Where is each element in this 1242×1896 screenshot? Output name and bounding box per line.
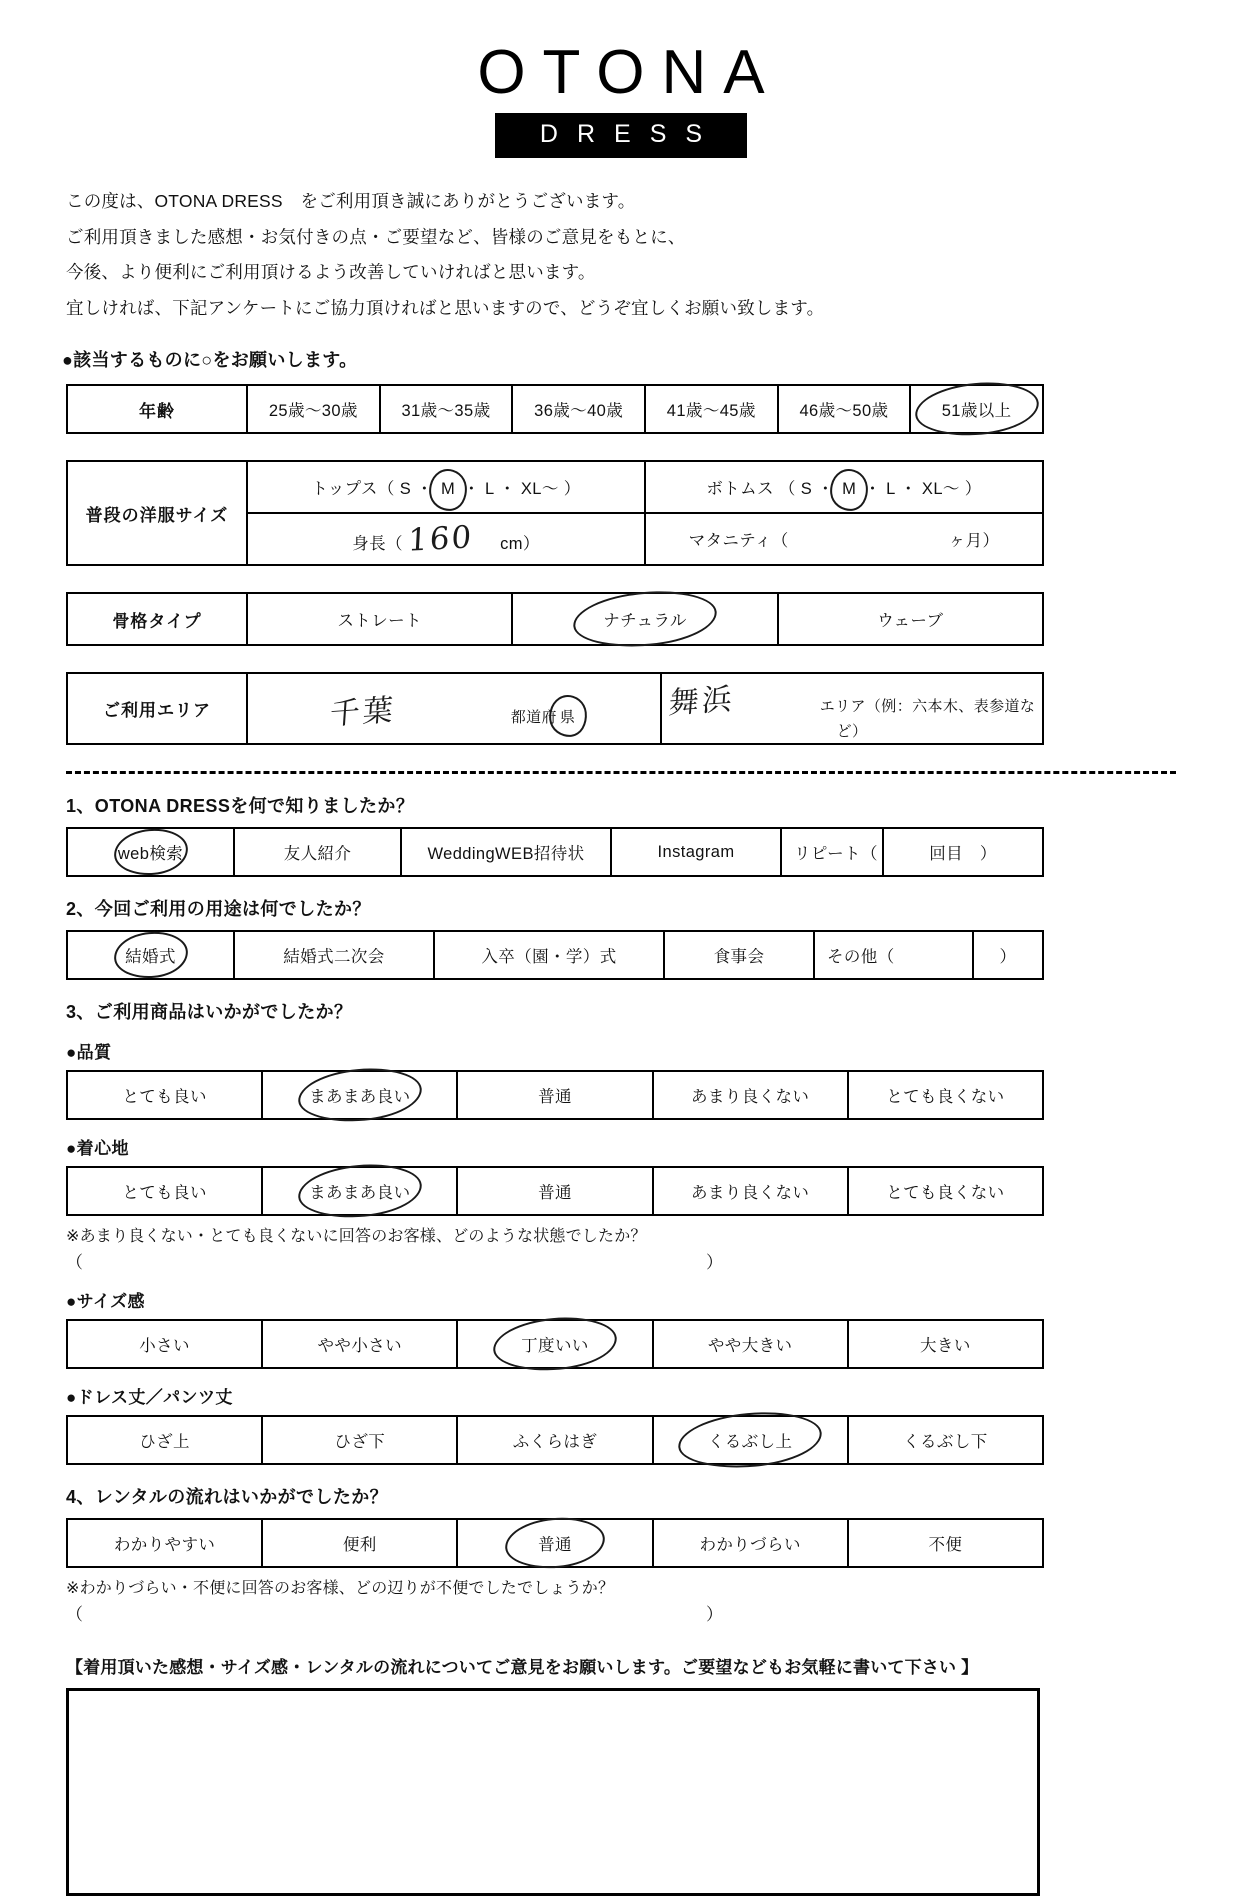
q4-open-left: （: [66, 1605, 83, 1625]
logo-otona-text: OTONA: [477, 38, 782, 107]
area-hint: エリア（例：六本木、表参道など）: [819, 698, 1036, 741]
comfort-option-very-bad[interactable]: とても良くない: [848, 1167, 1043, 1215]
maternity-prefix: マタニティ（: [688, 532, 789, 551]
comfort-option-normal[interactable]: 普通: [457, 1167, 652, 1215]
bottoms-suffix: ・ L ・ XL〜 ）: [864, 480, 982, 499]
comfort-option-fairly-good[interactable]: まあまあ良い: [262, 1167, 457, 1215]
bone-type-table: [66, 592, 1044, 646]
intro-paragraph: [66, 184, 1242, 326]
table-row: [67, 828, 1043, 876]
age-option-31-35[interactable]: 31歳〜35歳: [380, 385, 513, 433]
prefecture-cell[interactable]: [247, 673, 661, 744]
q4-title: 4、レンタルの流れはいかがでしたか？: [66, 1487, 389, 1508]
bottoms-selected-m[interactable]: M: [839, 480, 859, 499]
table-row: [67, 1167, 1043, 1215]
intro-line-2: ご利用頂きました感想・お気付きの点・ご要望など、皆様のご意見をもとに、: [66, 226, 686, 247]
q1-option-friend[interactable]: 友人紹介: [234, 828, 401, 876]
quality-option-very-bad[interactable]: とても良くない: [848, 1071, 1043, 1119]
comfort-option-very-good[interactable]: とても良い: [67, 1167, 262, 1215]
age-option-51-plus[interactable]: 51歳以上: [910, 385, 1043, 433]
height-suffix: cm）: [500, 535, 540, 554]
length-option-below-ankle[interactable]: くるぶし下: [848, 1416, 1043, 1464]
q4-note: ※わかりづらい・不便に回答のお客様、どの辺りが不便でしたでしょうか？: [66, 1580, 615, 1598]
bone-option-wave[interactable]: ウェーブ: [778, 593, 1043, 645]
section-divider: [66, 771, 1176, 774]
q2-option-other[interactable]: その他（: [814, 931, 973, 979]
q3-title: 3、ご利用商品はいかがでしたか？: [66, 1002, 353, 1023]
area-value: 舞浜: [667, 681, 736, 722]
q1-title: 1、OTONA DRESSを何で知りましたか？: [66, 796, 415, 817]
comfort-option-not-good[interactable]: あまり良くない: [653, 1167, 848, 1215]
table-row: [67, 673, 1043, 744]
age-label: 年齢: [67, 385, 247, 433]
brand-logo: [0, 0, 1242, 158]
flow-option-normal[interactable]: 普通: [457, 1519, 652, 1567]
bone-option-straight[interactable]: ストレート: [247, 593, 512, 645]
age-option-25-30[interactable]: 25歳〜30歳: [247, 385, 380, 433]
height-cell[interactable]: [247, 513, 645, 565]
fit-option-just-right[interactable]: 丁度いい: [457, 1320, 652, 1368]
logo-dress-bar: [495, 113, 747, 158]
prefecture-hint-a: 都道府: [510, 708, 557, 726]
freeform-title: 【着用頂いた感想・サイズ感・レンタルの流れについてご意見をお願いします。ご要望などもお気軽に書いて下さい 】: [66, 1658, 979, 1678]
q1-option-weddingweb[interactable]: WeddingWEB招待状: [401, 828, 611, 876]
q3-length-table: [66, 1415, 1044, 1465]
quality-option-normal[interactable]: 普通: [457, 1071, 652, 1119]
table-row: [67, 385, 1043, 433]
flow-option-convenient[interactable]: 便利: [262, 1519, 457, 1567]
q1-repeat-count[interactable]: 回目 ）: [883, 828, 1043, 876]
bone-type-label: 骨格タイプ: [67, 593, 247, 645]
q4-table: [66, 1518, 1044, 1568]
intro-line-1: この度は、OTONA DRESS をご利用頂き誠にありがとうございます。: [66, 191, 636, 212]
bottoms-size-cell[interactable]: [645, 461, 1043, 513]
q3-quality-table: [66, 1070, 1044, 1120]
age-table: [66, 384, 1044, 434]
length-option-above-ankle[interactable]: くるぶし上: [653, 1416, 848, 1464]
fit-option-slightly-large[interactable]: やや大きい: [653, 1320, 848, 1368]
intro-line-3: 今後、より便利にご利用頂けるよう改善していければと思います。: [66, 262, 596, 283]
q1-table: [66, 827, 1044, 877]
q2-table: [66, 930, 1044, 980]
bottoms-prefix: ボトムス （ S ・: [706, 480, 835, 499]
freeform-textarea[interactable]: [66, 1688, 1040, 1896]
age-option-36-40[interactable]: 36歳〜40歳: [512, 385, 645, 433]
maternity-cell[interactable]: [645, 513, 1043, 565]
q2-title: 2、今回ご利用の用途は何でしたか？: [66, 899, 371, 920]
flow-option-inconvenient[interactable]: 不便: [848, 1519, 1043, 1567]
prefecture-value: 千葉: [328, 692, 397, 733]
quality-option-very-good[interactable]: とても良い: [67, 1071, 262, 1119]
height-value: 160: [407, 519, 474, 559]
q3-comfort-note: ※あまり良くない・とても良くないに回答のお客様、どのような状態でしたか？: [66, 1228, 647, 1246]
q2-other-close: ）: [973, 931, 1043, 979]
length-option-calf[interactable]: ふくらはぎ: [457, 1416, 652, 1464]
tops-size-cell[interactable]: [247, 461, 645, 513]
table-row: [67, 1071, 1043, 1119]
area-label: ご利用エリア: [67, 673, 247, 744]
q4-open-right: ）: [706, 1605, 723, 1625]
table-row: [67, 1320, 1043, 1368]
table-row: [67, 593, 1043, 645]
length-option-above-knee[interactable]: ひざ上: [67, 1416, 262, 1464]
age-option-41-45[interactable]: 41歳〜45歳: [645, 385, 778, 433]
q3-comfort-table: [66, 1166, 1044, 1216]
table-row: [67, 461, 1043, 513]
quality-option-fairly-good[interactable]: まあまあ良い: [262, 1071, 457, 1119]
fit-option-small[interactable]: 小さい: [67, 1320, 262, 1368]
flow-option-confusing[interactable]: わかりづらい: [653, 1519, 848, 1567]
tops-prefix: トップス（ S ・: [311, 480, 433, 499]
q3-comfort-open-answer[interactable]: [66, 1248, 1044, 1273]
area-table: [66, 672, 1044, 745]
table-row: [67, 1416, 1043, 1464]
q4-open-answer[interactable]: [66, 1600, 1044, 1625]
q1-option-web[interactable]: web検索: [67, 828, 234, 876]
q3-length-label: ●ドレス丈／パンツ丈: [66, 1388, 233, 1408]
tops-selected-m[interactable]: M: [438, 480, 458, 499]
q3-comfort-label: ●着心地: [66, 1139, 129, 1159]
q1-option-repeat[interactable]: リピート（: [781, 828, 883, 876]
quality-option-not-good[interactable]: あまり良くない: [653, 1071, 848, 1119]
area-name-cell[interactable]: [661, 673, 1043, 744]
q2-option-dining[interactable]: 食事会: [664, 931, 814, 979]
clothing-size-table: [66, 460, 1044, 566]
q3-fit-table: [66, 1319, 1044, 1369]
flow-option-easy[interactable]: わかりやすい: [67, 1519, 262, 1567]
comfort-open-left: （: [66, 1253, 83, 1273]
q3-fit-label: ●サイズ感: [66, 1292, 145, 1312]
q2-option-afterparty[interactable]: 結婚式二次会: [234, 931, 434, 979]
fit-option-large[interactable]: 大きい: [848, 1320, 1043, 1368]
intro-line-4: 宜しければ、下記アンケートにご協力頂ければと思いますので、どうぞ宜しくお願い致します。: [66, 297, 825, 318]
fit-option-slightly-small[interactable]: やや小さい: [262, 1320, 457, 1368]
height-prefix: 身長（: [352, 535, 403, 554]
maternity-suffix: ヶ月）: [948, 532, 1000, 551]
tops-suffix: ・ L ・ XL〜 ）: [463, 480, 581, 499]
bone-option-natural[interactable]: ナチュラル: [512, 593, 777, 645]
age-option-46-50[interactable]: 46歳〜50歳: [778, 385, 911, 433]
length-option-below-knee[interactable]: ひざ下: [262, 1416, 457, 1464]
q3-quality-label: ●品質: [66, 1043, 112, 1063]
prefecture-hint-ken: 県: [557, 706, 578, 727]
comfort-open-right: ）: [706, 1253, 723, 1273]
q2-option-wedding[interactable]: 結婚式: [67, 931, 234, 979]
q1-option-instagram[interactable]: Instagram: [611, 828, 781, 876]
q2-option-ceremony[interactable]: 入卒（園・学）式: [434, 931, 664, 979]
table-row: [67, 1519, 1043, 1567]
table-row: [67, 931, 1043, 979]
instruction-text: ●該当するものに○をお願いします。: [62, 350, 358, 371]
logo-dress-text: DRESS: [539, 120, 722, 149]
clothing-size-label: 普段の洋服サイズ: [67, 461, 247, 565]
